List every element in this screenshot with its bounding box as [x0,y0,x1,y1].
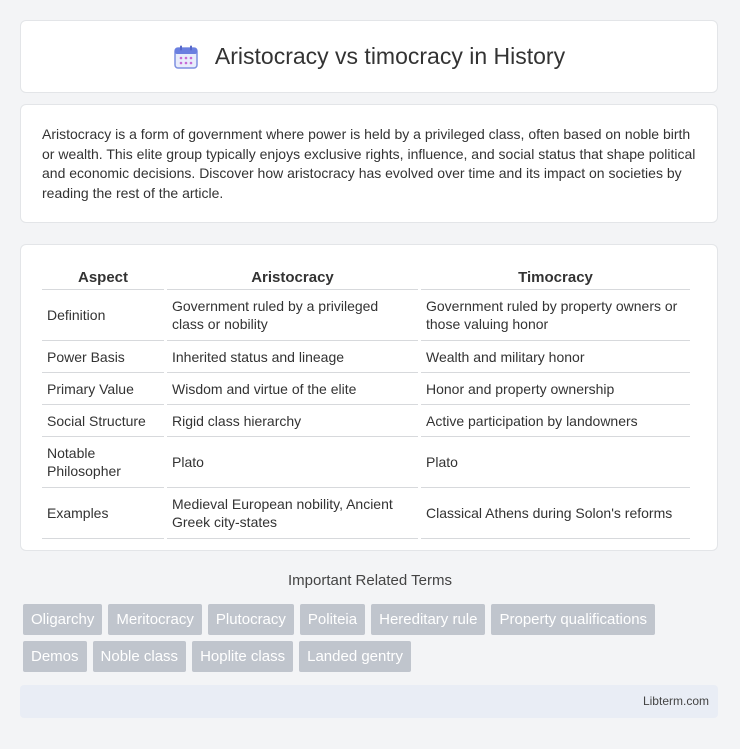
table-cell: Classical Athens during Solon's reforms [421,488,690,539]
table-cell: Inherited status and lineage [167,341,418,373]
table-cell: Medieval European nobility, Ancient Greek city-states [167,488,418,539]
table-row [42,290,690,341]
tag-demos[interactable]: Demos [23,641,87,672]
tag-hoplite-class[interactable]: Hoplite class [192,641,293,672]
calendar-icon [173,44,199,70]
footer [20,685,718,718]
table-row [42,437,690,488]
table-cell: Primary Value [42,373,164,405]
tag-oligarchy[interactable]: Oligarchy [23,604,102,635]
tag-hereditary-rule[interactable]: Hereditary rule [371,604,485,635]
intro-card [20,104,718,223]
column-header-aspect: Aspect [42,265,164,290]
tag-plutocracy[interactable]: Plutocracy [208,604,294,635]
intro-text: Aristocracy is a form of government where power is held by a privileged class, often based on noble birth or wealth. This elite group typically enjoys exclusive rights, influence, and social status that shape political and economic decisions. Discover how aristocracy has evolved over time and its impact on societies by reading the rest of the article. [42,126,696,201]
related-terms-list [23,604,723,672]
table-cell: Wealth and military honor [421,341,690,373]
table-cell: Notable Philosopher [42,437,164,488]
table-cell: Honor and property ownership [421,373,690,405]
table-cell: Plato [167,437,418,488]
header-card [20,20,718,93]
table-cell: Plato [421,437,690,488]
tag-property-qualifications[interactable]: Property qualifications [491,604,655,635]
table-cell: Government ruled by a privileged class or nobility [167,290,418,341]
tag-landed-gentry[interactable]: Landed gentry [299,641,411,672]
tag-meritocracy[interactable]: Meritocracy [108,604,202,635]
column-header-timocracy: Timocracy [421,265,690,290]
table-cell: Examples [42,488,164,539]
table-cell: Social Structure [42,405,164,437]
related-terms-title: Important Related Terms [288,572,452,589]
tag-politeia[interactable]: Politeia [300,604,365,635]
table-cell: Definition [42,290,164,341]
table-header-row [42,265,690,290]
table-cell: Active participation by landowners [421,405,690,437]
table-cell: Rigid class hierarchy [167,405,418,437]
comparison-table [39,265,693,539]
comparison-table-card [20,244,718,551]
table-row [42,405,690,437]
tag-noble-class[interactable]: Noble class [93,641,187,672]
footer-brand[interactable]: Libterm.com [642,694,709,708]
table-cell: Government ruled by property owners or those valuing honor [421,290,690,341]
table-row [42,373,690,405]
table-cell: Wisdom and virtue of the elite [167,373,418,405]
page-title: Aristocracy vs timocracy in History [214,43,566,69]
column-header-aristocracy: Aristocracy [167,265,418,290]
table-row [42,341,690,373]
table-cell: Power Basis [42,341,164,373]
table-row [42,488,690,539]
